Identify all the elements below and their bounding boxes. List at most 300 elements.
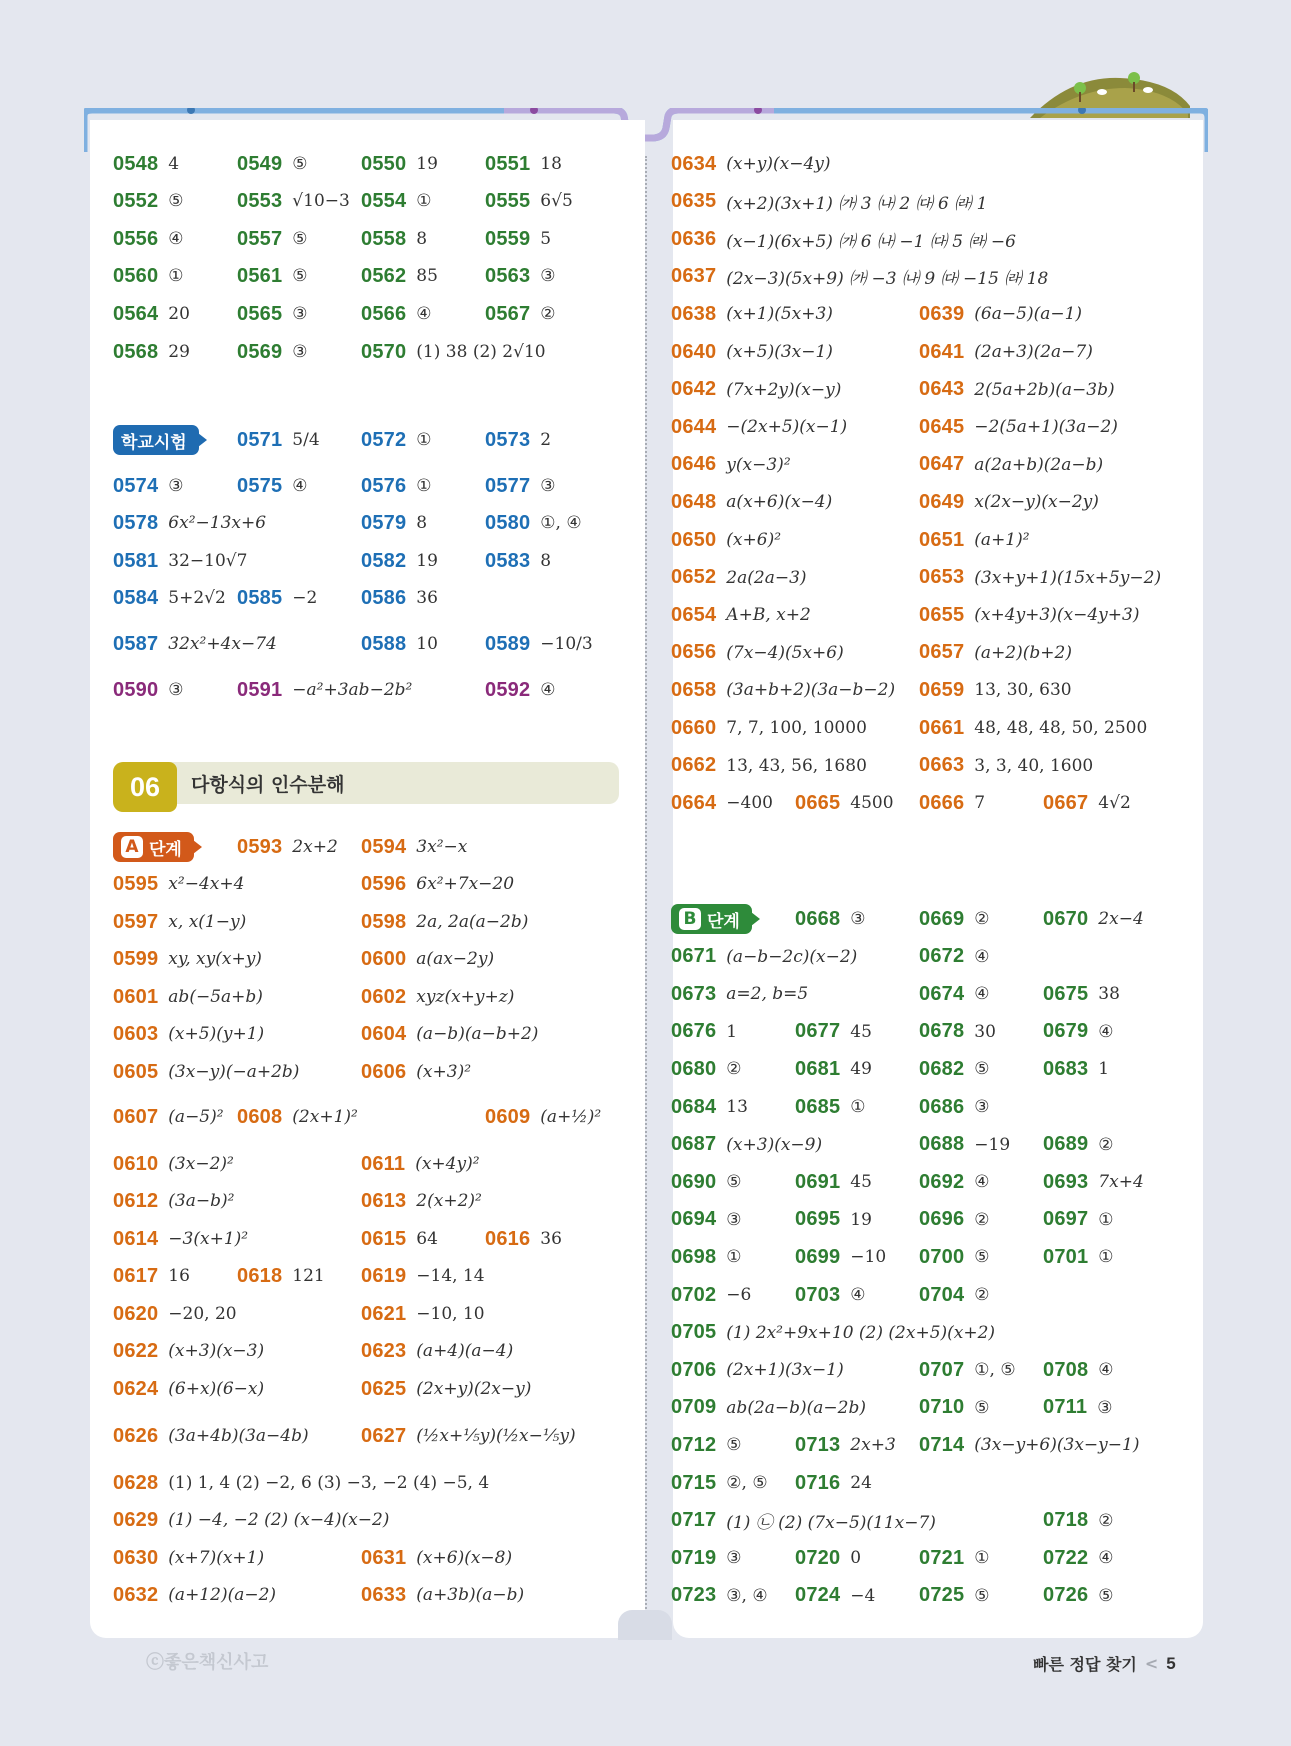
answer-item [237, 1258, 325, 1294]
answer-value: ① [416, 191, 432, 211]
answer-value: ④ [974, 946, 990, 967]
problem-number: 0708 [1043, 1358, 1089, 1381]
problem-number: 0587 [113, 632, 159, 655]
answer-item [361, 334, 546, 370]
problem-number: 0658 [671, 678, 717, 701]
answer-item [361, 1183, 482, 1219]
answer-item [671, 1315, 995, 1351]
answer-item [485, 1221, 562, 1257]
answer-value: (6a−5)(a−1) [974, 304, 1083, 325]
answer-item [113, 1099, 224, 1135]
answer-item [919, 785, 985, 821]
chapter-header [113, 762, 619, 804]
answer-value: ④ [1098, 1360, 1114, 1381]
answer-value: 3, 3, 40, 1600 [974, 755, 1094, 776]
answer-item [113, 1054, 299, 1090]
answer-item [361, 146, 438, 182]
answer-item [113, 1502, 389, 1538]
answer-item [671, 672, 895, 708]
problem-number: 0705 [671, 1321, 717, 1344]
answer-value: −(2x+5)(x−1) [726, 417, 848, 438]
problem-number: 0641 [919, 340, 965, 363]
problem-number: 0653 [919, 566, 965, 589]
answer-value: ①, ⑤ [974, 1360, 1016, 1381]
answer-value: ② [1098, 1134, 1114, 1155]
answer-item [919, 484, 1099, 520]
problem-number: 0572 [361, 428, 407, 451]
problem-number: 0678 [919, 1020, 965, 1043]
answer-value: −2 [292, 588, 318, 608]
problem-number: 0724 [795, 1584, 841, 1607]
problem-number: 0716 [795, 1471, 841, 1494]
answer-item [671, 146, 831, 182]
answer-value: ③ [540, 476, 556, 496]
answer-item [113, 296, 190, 332]
answer-value: (2a+3)(2a−7) [974, 342, 1093, 362]
answer-value: 36 [540, 1229, 562, 1249]
answer-value: −14, 14 [416, 1266, 485, 1286]
answer-item [919, 522, 1030, 558]
problem-number: 0634 [671, 152, 717, 175]
problem-number: 0579 [361, 511, 407, 534]
answer-value: (2x+1)(3x−1) [726, 1360, 844, 1381]
answer-value: ① [726, 1247, 742, 1268]
answer-value: 10 [416, 634, 438, 654]
answer-value: (a−b−2c)(x−2) [726, 946, 858, 967]
answer-item [113, 580, 226, 616]
problem-number: 0635 [671, 190, 717, 213]
answer-item [1043, 785, 1131, 821]
problem-number: 0714 [919, 1433, 965, 1456]
problem-number: 0602 [361, 985, 407, 1008]
problem-number: 0564 [113, 302, 159, 325]
answer-value: 4500 [850, 793, 894, 814]
problem-number: 0673 [671, 982, 717, 1005]
answer-value: (3a+4b)(3a−4b) [168, 1426, 309, 1446]
answer-value: −19 [974, 1134, 1011, 1155]
chevron-left-icon: < [1144, 1654, 1159, 1673]
answer-item [795, 785, 894, 821]
answer-item [361, 221, 427, 257]
answer-item [237, 146, 308, 182]
answer-item [361, 543, 438, 579]
problem-number: 0580 [485, 511, 531, 534]
answer-item [671, 1127, 822, 1163]
problem-number: 0646 [671, 453, 717, 476]
answer-value: 8 [416, 229, 428, 249]
answer-item [919, 901, 990, 937]
answer-item [919, 447, 1103, 483]
answer-value: −20, 20 [168, 1304, 237, 1324]
answer-value: A+B, x+2 [726, 605, 811, 626]
problem-number: 0561 [237, 264, 283, 287]
answer-value: ⑤ [168, 191, 184, 211]
answer-value: 1 [1098, 1059, 1110, 1080]
answer-item [919, 635, 1072, 671]
problem-number: 0576 [361, 474, 407, 497]
problem-number: 0606 [361, 1060, 407, 1083]
answer-value: 8 [416, 513, 428, 533]
answer-item [919, 1390, 990, 1426]
problem-number: 0584 [113, 586, 159, 609]
problem-number: 0719 [671, 1546, 717, 1569]
answer-item [237, 334, 308, 370]
problem-number: 0617 [113, 1264, 159, 1287]
problem-number: 0589 [485, 632, 531, 655]
answer-value: 6√5 [540, 191, 573, 211]
answer-item [1043, 1503, 1114, 1539]
answer-item [1043, 1014, 1114, 1050]
problem-number: 0642 [671, 378, 717, 401]
answer-item [485, 183, 573, 219]
answer-value: 5 [540, 229, 552, 249]
problem-number: 0648 [671, 490, 717, 513]
answer-item [671, 1089, 748, 1125]
problem-number: 0599 [113, 947, 159, 970]
answer-value: 1 [726, 1021, 738, 1042]
answer-value: 2a, 2a(a−2b) [416, 912, 529, 932]
problem-number: 0681 [795, 1057, 841, 1080]
answer-item [237, 1099, 358, 1135]
answer-item [361, 866, 514, 902]
answer-item [113, 1371, 264, 1407]
problem-number: 0704 [919, 1283, 965, 1306]
answer-value: 13, 30, 630 [974, 680, 1072, 701]
answer-item [361, 505, 427, 541]
answer-item [671, 710, 867, 746]
problem-number: 0656 [671, 641, 717, 664]
answer-item [671, 1578, 768, 1614]
answer-value: (1) 2x²+9x+10 (2) (2x+5)(x+2) [726, 1322, 996, 1343]
problem-number: 0623 [361, 1339, 407, 1362]
problem-number: 0725 [919, 1584, 965, 1607]
answer-value: 32−10√7 [168, 551, 248, 571]
answer-item [237, 672, 412, 708]
problem-number: 0549 [237, 152, 283, 175]
answer-item [671, 1352, 844, 1388]
answer-item [361, 1146, 480, 1182]
problem-number: 0578 [113, 511, 159, 534]
panel-notch [618, 1610, 672, 1640]
page-number: 5 [1166, 1653, 1176, 1673]
answer-value: (a+1)² [974, 530, 1030, 550]
answer-value: −3(x+1)² [168, 1229, 249, 1249]
answer-value: 19 [850, 1209, 872, 1230]
problem-number: 0677 [795, 1020, 841, 1043]
answer-value: (x+3)(x−9) [726, 1134, 823, 1155]
answer-item [919, 710, 1147, 746]
problem-number: 0643 [919, 378, 965, 401]
problem-number: 0586 [361, 586, 407, 609]
answer-item [919, 1202, 990, 1238]
problem-number: 0611 [361, 1152, 406, 1175]
answer-item [485, 626, 593, 662]
problem-number: 0685 [795, 1095, 841, 1118]
answer-item [113, 505, 266, 541]
answer-item [361, 1371, 531, 1407]
problem-number: 0551 [485, 152, 531, 175]
answer-value: a(2a+b)(2a−b) [974, 454, 1104, 475]
answer-value: (x+5)(y+1) [168, 1024, 265, 1044]
problem-number: 0583 [485, 549, 531, 572]
answer-value: ⑤ [974, 1397, 990, 1418]
answer-item [919, 1014, 996, 1050]
answer-item [919, 1164, 990, 1200]
answer-value: ④ [292, 476, 308, 496]
problem-number: 0710 [919, 1396, 965, 1419]
problem-number: 0639 [919, 302, 965, 325]
answer-value: ① [1098, 1247, 1114, 1268]
problem-number: 0565 [237, 302, 283, 325]
problem-number: 0722 [1043, 1546, 1089, 1569]
problem-number: 0711 [1043, 1396, 1088, 1419]
answer-item [919, 1239, 990, 1275]
problem-number: 0550 [361, 152, 407, 175]
answer-item [671, 1164, 742, 1200]
answer-value: (a−b)(a−b+2) [416, 1024, 539, 1044]
answer-item [361, 904, 528, 940]
answer-value: 85 [416, 266, 438, 286]
answer-item [1043, 1239, 1114, 1275]
answer-value: ab(−5a+b) [168, 987, 263, 1007]
problem-number: 0647 [919, 453, 965, 476]
answer-item [671, 484, 832, 520]
problem-number: 0552 [113, 189, 159, 212]
problem-number: 0560 [113, 264, 159, 287]
answer-value: (6+x)(6−x) [168, 1379, 265, 1399]
answer-item [671, 372, 841, 408]
answer-value: ④ [416, 304, 432, 324]
answer-item [1043, 976, 1120, 1012]
problem-number: 0683 [1043, 1057, 1089, 1080]
problem-number: 0671 [671, 945, 717, 968]
problem-number: 0630 [113, 1546, 159, 1569]
answer-value: (7x+2y)(x−y) [726, 379, 842, 400]
answer-item [361, 1577, 524, 1613]
answer-item [919, 1127, 1010, 1163]
answer-value: (a+4)(a−4) [416, 1341, 514, 1361]
answer-value: −6 [726, 1285, 752, 1305]
problem-number: 0575 [237, 474, 283, 497]
answer-item [919, 672, 1072, 708]
problem-number: 0694 [671, 1208, 717, 1231]
answer-value: 7x+4 [1098, 1172, 1144, 1193]
answer-value: ⑤ [974, 1247, 990, 1268]
answer-value: ④ [974, 1172, 990, 1193]
answer-value: ③ [850, 909, 866, 929]
answer-value: (x−1)(6x+5) ㈎ 6 ㈏ −1 ㈐ 5 ㈑ −6 [726, 231, 1016, 252]
answer-item [795, 1578, 875, 1614]
answer-item [113, 1418, 309, 1454]
problem-number: 0696 [919, 1208, 965, 1231]
answer-item [919, 1051, 990, 1087]
answer-value: (a+3b)(a−b) [416, 1585, 525, 1605]
answer-value: 45 [850, 1021, 872, 1042]
answer-item [113, 468, 184, 504]
answer-item [361, 258, 438, 294]
answer-value: 7, 7, 100, 10000 [726, 718, 867, 738]
answer-value: −10 [850, 1247, 887, 1268]
page-footer [1033, 1652, 1176, 1675]
answer-value: (a+½)² [540, 1107, 602, 1127]
problem-number: 0715 [671, 1471, 717, 1494]
problem-number: 0590 [113, 678, 159, 701]
section-label: 빠른 정답 찾기 [1033, 1655, 1137, 1674]
answer-item [361, 1418, 576, 1454]
answer-value: 2 [540, 430, 552, 450]
answer-value: 2x−4 [1098, 909, 1144, 929]
answer-value: (3x−2)² [168, 1154, 234, 1174]
problem-number: 0638 [671, 302, 717, 325]
answer-item [361, 296, 432, 332]
copyright: ⓒ좋은책신사고 [146, 1652, 269, 1673]
problem-number: 0661 [919, 716, 965, 739]
problem-number: 0562 [361, 264, 407, 287]
problem-number: 0637 [671, 265, 717, 288]
answer-item [361, 1221, 438, 1257]
problem-number: 0567 [485, 302, 531, 325]
answer-value: ab(2a−b)(a−2b) [726, 1397, 866, 1418]
answer-item [113, 904, 246, 940]
problem-number: 0723 [671, 1584, 717, 1607]
answer-item [113, 1540, 264, 1576]
column-divider [645, 156, 647, 1616]
answer-item [671, 522, 781, 558]
problem-number: 0692 [919, 1170, 965, 1193]
answer-item [671, 409, 847, 445]
problem-number: 0622 [113, 1339, 159, 1362]
answer-value: ⑤ [1098, 1585, 1114, 1606]
problem-number: 0660 [671, 716, 717, 739]
answer-item [671, 597, 811, 633]
problem-number: 0570 [361, 340, 407, 363]
problem-number: 0689 [1043, 1133, 1089, 1156]
problem-number: 0620 [113, 1302, 159, 1325]
answer-value: (x+6)² [726, 530, 782, 550]
problem-number: 0563 [485, 264, 531, 287]
answer-value: (½x+⅕y)(½x−⅕y) [416, 1426, 576, 1446]
answer-value: ① [850, 1097, 866, 1117]
answer-item [671, 447, 791, 483]
problem-number: 0720 [795, 1546, 841, 1569]
answer-value: 2x+2 [292, 837, 338, 857]
answer-item [361, 1258, 485, 1294]
answer-item [485, 672, 556, 708]
problem-number: 0669 [919, 907, 965, 930]
problem-number: 0603 [113, 1022, 159, 1045]
answer-item [919, 1352, 1016, 1388]
answer-item [361, 1540, 512, 1576]
problem-number: 0693 [1043, 1170, 1089, 1193]
problem-number: 0668 [795, 907, 841, 930]
problem-number: 0553 [237, 189, 283, 212]
answer-item [671, 184, 987, 220]
chapter-number: 06 [113, 762, 177, 812]
problem-number: 0598 [361, 910, 407, 933]
answer-item [485, 505, 582, 541]
answer-item [237, 221, 308, 257]
problem-number: 0607 [113, 1105, 159, 1128]
answer-value: −2(5a+1)(3a−2) [974, 417, 1118, 438]
answer-item [361, 468, 432, 504]
problem-number: 0571 [237, 428, 283, 451]
problem-number: 0700 [919, 1245, 965, 1268]
problem-number: 0680 [671, 1057, 717, 1080]
problem-number: 0675 [1043, 982, 1089, 1005]
problem-number: 0684 [671, 1095, 717, 1118]
school-exam-badge: 학교시험 [113, 425, 199, 455]
problem-number: 0686 [919, 1095, 965, 1118]
answer-item [113, 1221, 248, 1257]
answer-item [361, 1333, 513, 1369]
answer-item [237, 422, 320, 458]
answer-value: ③ [974, 1097, 990, 1117]
answer-value: (x+6)(x−8) [416, 1548, 513, 1568]
answer-value: ② [1098, 1510, 1114, 1531]
answer-value: ② [974, 1209, 990, 1230]
answer-item [113, 183, 184, 219]
answer-item [113, 1183, 234, 1219]
answer-item [485, 1099, 601, 1135]
answer-value: (2x−3)(5x+9) ㈎ −3 ㈏ 9 ㈐ −15 ㈑ 18 [726, 269, 1049, 290]
answer-item [671, 785, 773, 821]
stage-b-badge: B 단계 [671, 904, 752, 934]
answer-item [113, 672, 184, 708]
answer-value: (x+4y)² [415, 1154, 480, 1174]
answer-value: x, x(1−y) [168, 912, 247, 932]
answer-value: (1) ㉡ (2) (7x−5)(11x−7) [726, 1513, 936, 1534]
answer-item [113, 221, 184, 257]
answer-value: −a²+3ab−2b² [292, 680, 413, 700]
answer-value: (3x+y+1)(15x+5y−2) [974, 567, 1162, 588]
answer-value: 5/4 [292, 430, 320, 450]
answer-item [919, 1578, 990, 1614]
answer-value: 38 [1098, 984, 1120, 1005]
answer-value: 0 [850, 1548, 862, 1569]
problem-number: 0691 [795, 1170, 841, 1193]
answer-item [237, 580, 317, 616]
answer-value: y(x−3)² [726, 454, 791, 475]
answer-item [671, 221, 1016, 257]
problem-number: 0597 [113, 910, 159, 933]
answer-item [485, 468, 556, 504]
answer-value: 30 [974, 1021, 996, 1042]
problem-number: 0702 [671, 1283, 717, 1306]
answer-value: −10/3 [540, 634, 593, 654]
problem-number: 0688 [919, 1133, 965, 1156]
answer-value: ① [1098, 1209, 1114, 1230]
stage-a-badge: A 단계 [113, 832, 194, 862]
problem-number: 0649 [919, 490, 965, 513]
answer-value: ⑤ [974, 1585, 990, 1606]
problem-number: 0657 [919, 641, 965, 664]
answer-value: ② [974, 909, 990, 929]
problem-number: 0695 [795, 1208, 841, 1231]
answer-item [795, 1014, 872, 1050]
answer-item [113, 334, 190, 370]
answer-value: 48, 48, 48, 50, 2500 [974, 718, 1148, 738]
answer-value: ① [416, 430, 432, 450]
problem-number: 0699 [795, 1245, 841, 1268]
answer-value: ① [168, 266, 184, 286]
answer-value: ⑤ [292, 266, 308, 286]
answer-item [919, 1277, 990, 1313]
answer-value: 2a(2a−3) [726, 567, 807, 588]
answer-item [795, 1164, 872, 1200]
answer-item [919, 748, 1093, 784]
problem-number: 0633 [361, 1583, 407, 1606]
answer-item [113, 1146, 234, 1182]
